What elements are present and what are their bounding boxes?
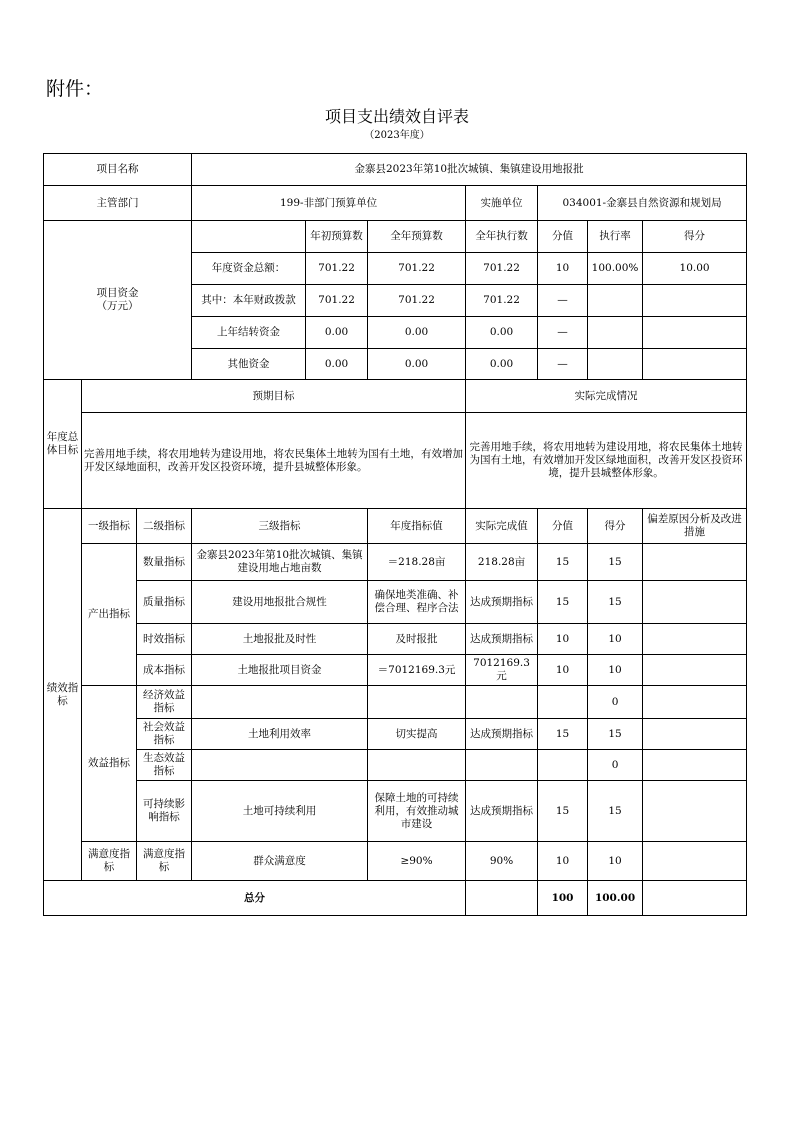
project-name-label: 项目名称 [44,154,192,186]
funds-initial-value: 0.00 [306,317,368,349]
funds-rate-value [588,349,643,380]
indicator-level2: 数量指标 [137,544,192,581]
funds-rate-value [588,317,643,349]
indicators-section-label: 绩效指标 [44,509,82,881]
funds-initial-value: 701.22 [306,253,368,285]
total-row [44,881,747,916]
indicator-score-value [538,750,588,781]
goals-actual-text: 完善用地手续，将农用地转为建设用地，将农民集体土地转为国有土地，有效增加开发区绿地面积，改善开发区投资环境，提升县城整体形象。 [466,413,747,509]
dept-value: 199-非部门预算单位 [192,186,466,221]
indicator-score-value: 10 [538,624,588,655]
funds-initial-value: 0.00 [306,349,368,380]
goals-section-label: 年度总体目标 [44,380,82,509]
ind-header-score: 得分 [588,509,643,544]
indicator-target: 切实提高 [368,719,466,750]
indicator-score: 10 [588,655,643,686]
indicator-deviation [643,544,747,581]
indicator-score-value: 15 [538,781,588,842]
department-row [44,186,747,221]
indicators-header-row [44,509,747,544]
indicator-deviation [643,781,747,842]
indicator-target: 确保地类准确、补偿合理、程序合法 [368,581,466,624]
indicator-level2: 社会效益指标 [137,719,192,750]
indicator-level3 [192,686,368,719]
funds-header-rate: 执行率 [588,221,643,253]
indicator-level3: 群众满意度 [192,842,368,881]
indicator-actual [466,750,538,781]
indicator-level2: 经济效益指标 [137,686,192,719]
funds-executed-value: 701.22 [466,285,538,317]
indicator-deviation [643,581,747,624]
indicator-level3: 金寨县2023年第10批次城镇、集镇建设用地占地亩数 [192,544,368,581]
ind-header-deviation: 偏差原因分析及改进措施 [643,509,747,544]
indicator-score: 15 [588,719,643,750]
indicator-score-value: 10 [538,842,588,881]
funds-score-value: — [538,317,588,349]
indicator-score: 0 [588,686,643,719]
indicator-level2: 时效指标 [137,624,192,655]
funds-score [643,285,747,317]
indicator-target [368,750,466,781]
indicator-level3 [192,750,368,781]
attachment-label: 附件： [46,78,104,100]
indicator-level2: 质量指标 [137,581,192,624]
indicator-score: 0 [588,750,643,781]
impl-unit-value: 034001-金寨县自然资源和规划局 [538,186,747,221]
indicator-row-timeliness [44,624,747,655]
funds-executed-value: 701.22 [466,253,538,285]
funds-row-label: 年度资金总额： [192,253,306,285]
indicator-row-sustainable [44,781,747,842]
level1-benefit: 效益指标 [82,686,137,842]
total-score: 100.00 [588,881,643,916]
indicator-score-value [538,686,588,719]
self-evaluation-table [43,153,747,916]
indicator-target: 保障土地的可持续利用，有效推动城市建设 [368,781,466,842]
funds-header-blank [192,221,306,253]
indicator-actual: 达成预期指标 [466,581,538,624]
goals-header-row [44,380,747,413]
indicator-row-satisfaction [44,842,747,881]
ind-header-actual: 实际完成值 [466,509,538,544]
funds-annual-value: 701.22 [368,285,466,317]
indicator-score: 10 [588,624,643,655]
funds-row-label: 上年结转资金 [192,317,306,349]
impl-unit-label: 实施单位 [466,186,538,221]
funds-header-annual: 全年预算数 [368,221,466,253]
indicator-row-quantity [44,544,747,581]
indicator-level2: 生态效益指标 [137,750,192,781]
indicator-level2: 成本指标 [137,655,192,686]
indicator-actual [466,686,538,719]
indicator-row-cost [44,655,747,686]
funds-section-label: 项目资金 （万元） [44,221,192,380]
funds-score-value: — [538,285,588,317]
page-title: 项目支出绩效自评表 [324,107,469,126]
indicator-deviation [643,686,747,719]
indicator-level3: 建设用地报批合规性 [192,581,368,624]
indicator-row-ecological [44,750,747,781]
funds-header-score-value: 分值 [538,221,588,253]
indicator-score: 15 [588,544,643,581]
total-label: 总分 [44,881,466,916]
indicator-score-value: 15 [538,719,588,750]
funds-score-value: 10 [538,253,588,285]
funds-initial-value: 701.22 [306,285,368,317]
indicator-actual: 达成预期指标 [466,719,538,750]
funds-annual-value: 0.00 [368,317,466,349]
funds-row-label: 其他资金 [192,349,306,380]
indicator-deviation [643,750,747,781]
goals-expected-text: 完善用地手续，将农用地转为建设用地，将农民集体土地转为国有土地，有效增加开发区绿地面积，改善开发区投资环境，提升县城整体形象。 [82,413,466,509]
funds-header-row [44,221,747,253]
ind-header-score-value: 分值 [538,509,588,544]
indicator-target: ＝218.28亩 [368,544,466,581]
indicator-deviation [643,624,747,655]
ind-header-level3: 三级指标 [192,509,368,544]
funds-executed-value: 0.00 [466,349,538,380]
indicator-target: ≥90% [368,842,466,881]
dept-label: 主管部门 [44,186,192,221]
ind-header-level2: 二级指标 [137,509,192,544]
project-name-value: 金寨县2023年第10批次城镇、集镇建设用地报批 [192,154,747,186]
funds-score [643,317,747,349]
ind-header-target: 年度指标值 [368,509,466,544]
indicator-row-economic [44,686,747,719]
indicator-score: 10 [588,842,643,881]
funds-rate-value: 100.00% [588,253,643,285]
ind-header-level1: 一级指标 [82,509,137,544]
indicator-score: 15 [588,781,643,842]
funds-rate-value [588,285,643,317]
funds-score-value: — [538,349,588,380]
indicator-actual: 达成预期指标 [466,781,538,842]
funds-header-executed: 全年执行数 [466,221,538,253]
funds-row-label: 其中：本年财政拨款 [192,285,306,317]
funds-score [643,349,747,380]
total-actual-blank [466,881,538,916]
indicator-level2: 可持续影响指标 [137,781,192,842]
indicator-deviation [643,719,747,750]
indicator-row-social [44,719,747,750]
indicator-level3: 土地利用效率 [192,719,368,750]
funds-annual-value: 0.00 [368,349,466,380]
level1-satisfaction: 满意度指标 [82,842,137,881]
goals-expected-header: 预期目标 [82,380,466,413]
indicator-score-value: 15 [538,544,588,581]
indicator-deviation [643,655,747,686]
indicator-actual: 7012169.3元 [466,655,538,686]
indicator-score-value: 15 [538,581,588,624]
indicator-actual: 218.28亩 [466,544,538,581]
indicator-level3: 土地可持续利用 [192,781,368,842]
indicator-target: 及时报批 [368,624,466,655]
funds-executed-value: 0.00 [466,317,538,349]
indicator-score: 15 [588,581,643,624]
funds-header-score: 得分 [643,221,747,253]
goals-actual-header: 实际完成情况 [466,380,747,413]
indicator-deviation [643,842,747,881]
indicator-row-quality [44,581,747,624]
page-subtitle: （2023年度） [364,130,430,141]
funds-header-initial: 年初预算数 [306,221,368,253]
indicator-level2: 满意度指标 [137,842,192,881]
goals-content-row [44,413,747,509]
indicator-target [368,686,466,719]
indicator-score-value: 10 [538,655,588,686]
indicator-target: ＝7012169.3元 [368,655,466,686]
indicator-level3: 土地报批项目资金 [192,655,368,686]
indicator-actual: 达成预期指标 [466,624,538,655]
total-deviation-blank [643,881,747,916]
level1-output: 产出指标 [82,544,137,686]
indicator-level3: 土地报批及时性 [192,624,368,655]
project-name-row [44,154,747,186]
indicator-actual: 90% [466,842,538,881]
funds-score: 10.00 [643,253,747,285]
total-score-value: 100 [538,881,588,916]
funds-annual-value: 701.22 [368,253,466,285]
